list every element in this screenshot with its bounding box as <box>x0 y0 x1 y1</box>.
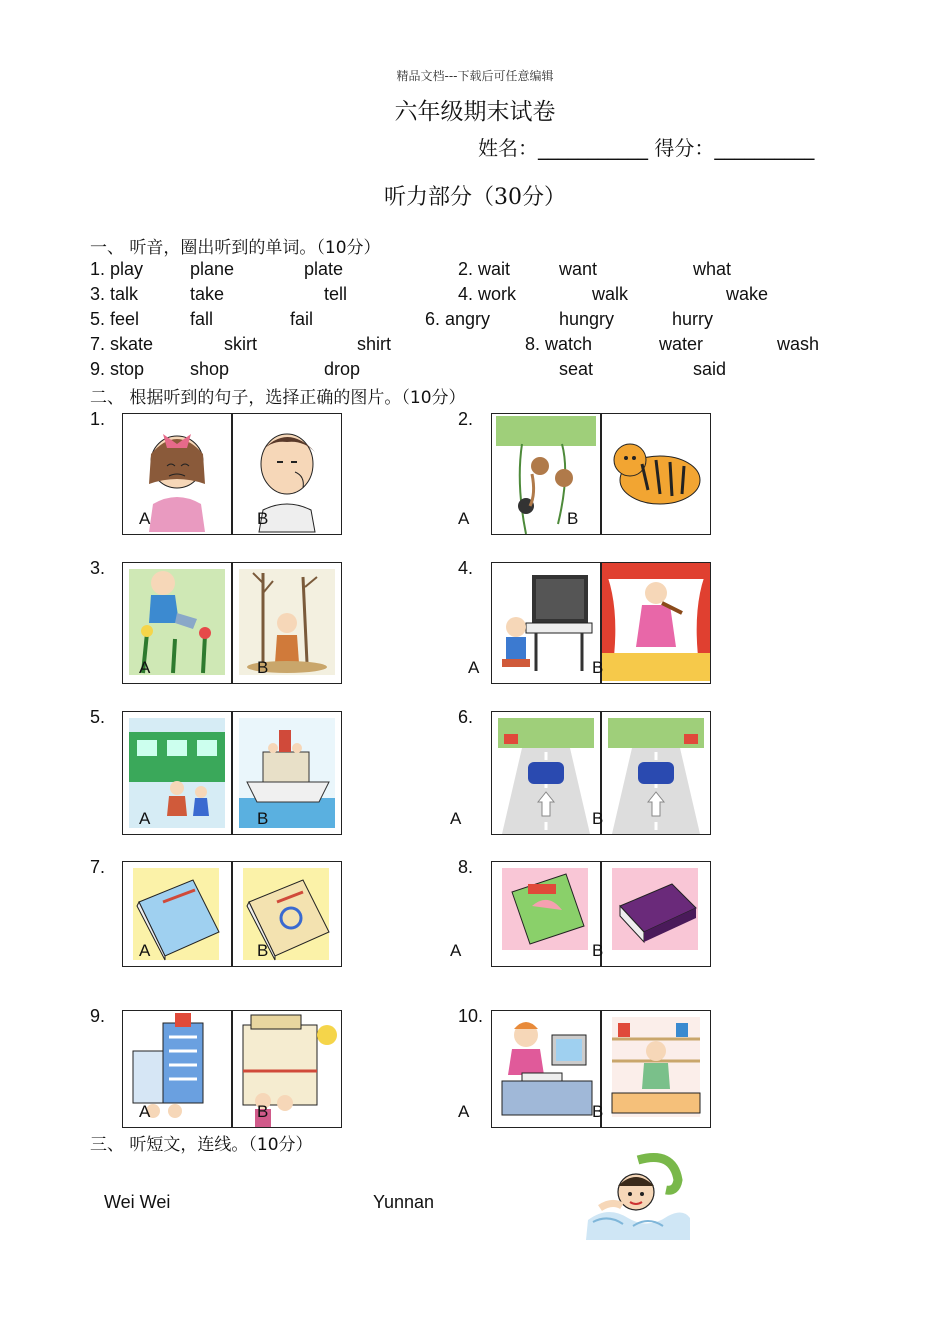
option-b-label[interactable]: B <box>592 809 604 828</box>
word-option[interactable]: plate <box>304 259 344 279</box>
word-option[interactable]: hurry <box>672 309 714 329</box>
word-option[interactable]: 4. work <box>458 284 517 304</box>
option-a-label[interactable]: A <box>458 509 470 528</box>
word-option[interactable]: take <box>190 284 225 304</box>
word-option[interactable]: skirt <box>224 334 257 354</box>
place-yunnan: Yunnan <box>373 1192 435 1212</box>
option-b-label[interactable]: B <box>592 941 604 960</box>
word-option[interactable]: walk <box>592 284 629 304</box>
word-option[interactable]: seat <box>559 359 594 379</box>
playing-violin-image[interactable] <box>601 562 711 684</box>
word-option[interactable]: hungry <box>559 309 615 329</box>
question-number: 1. <box>90 409 106 429</box>
part2-heading: 二、 根据听到的句子，选择正确的图片。（10分） <box>90 388 466 408</box>
name-score-line: 姓名：___________ 得分：__________ <box>478 136 815 160</box>
option-b-label[interactable]: B <box>257 1102 269 1121</box>
option-a-label[interactable]: A <box>450 941 462 960</box>
word-option[interactable]: tell <box>324 284 348 304</box>
ship-image[interactable] <box>232 711 342 835</box>
word-option[interactable]: shirt <box>357 334 392 354</box>
word-option[interactable]: wake <box>726 284 769 304</box>
option-b-label[interactable]: B <box>592 658 604 677</box>
word-option[interactable]: 1. play <box>90 259 144 279</box>
name-wei-wei: Wei Wei <box>104 1192 171 1212</box>
option-a-label[interactable]: A <box>139 509 151 528</box>
question-number: 4. <box>458 558 474 578</box>
word-option[interactable]: 3. talk <box>90 284 139 304</box>
word-option[interactable]: drop <box>324 359 361 379</box>
playing-piano-image[interactable] <box>491 562 604 684</box>
dictionary-image[interactable] <box>601 861 711 967</box>
question-number: 2. <box>458 409 474 429</box>
word-option[interactable]: want <box>559 259 598 279</box>
part3-heading: 三、 听短文，连线。（10分） <box>90 1135 313 1155</box>
option-b-label[interactable]: B <box>257 509 269 528</box>
word-option[interactable]: 9. stop <box>90 359 145 379</box>
question-number: 6. <box>458 707 474 727</box>
word-option[interactable]: what <box>693 259 732 279</box>
word-option[interactable]: plane <box>190 259 235 279</box>
monkeys-tree-image[interactable] <box>491 413 601 535</box>
word-option[interactable]: 5. feel <box>90 309 140 329</box>
option-a-label[interactable]: A <box>139 809 151 828</box>
math-book-image[interactable] <box>232 861 342 967</box>
option-a-label[interactable]: A <box>139 941 151 960</box>
option-b-label[interactable]: B <box>567 509 579 528</box>
word-option[interactable]: 2. wait <box>458 259 511 279</box>
word-option[interactable]: shop <box>190 359 230 379</box>
question-number: 5. <box>90 707 106 727</box>
toothache-boy-image[interactable] <box>232 413 342 535</box>
option-a-label[interactable]: A <box>458 1102 470 1121</box>
question-number: 8. <box>458 857 474 877</box>
option-b-label[interactable]: B <box>592 1102 604 1121</box>
page-title: 六年级期末试卷 <box>394 99 556 125</box>
option-b-label[interactable]: B <box>257 809 269 828</box>
option-b-label[interactable]: B <box>257 658 269 677</box>
word-option[interactable]: fail <box>290 309 314 329</box>
option-a-label[interactable]: A <box>450 809 462 828</box>
word-option[interactable]: fall <box>190 309 214 329</box>
cinema-image[interactable] <box>232 1010 342 1128</box>
header-note: 精品文档---下载后可任意编辑 <box>396 69 554 83</box>
word-option[interactable]: said <box>693 359 727 379</box>
planting-trees-image[interactable] <box>232 562 342 684</box>
question-number: 3. <box>90 558 106 578</box>
shop-keeper-image[interactable] <box>601 1010 711 1128</box>
word-option[interactable]: 6. angry <box>425 309 491 329</box>
option-b-label[interactable]: B <box>257 941 269 960</box>
swimming-boy-image <box>578 1150 693 1242</box>
option-a-label[interactable]: A <box>139 1102 151 1121</box>
word-option[interactable]: 7. skate <box>90 334 154 354</box>
question-number: 10. <box>458 1006 484 1026</box>
question-number: 9. <box>90 1006 106 1026</box>
picture-book-image[interactable] <box>491 861 604 967</box>
question-number: 7. <box>90 857 106 877</box>
word-option[interactable]: water <box>659 334 704 354</box>
part1-heading: 一、 听音，圈出听到的单词。（10分） <box>90 238 381 258</box>
option-a-label[interactable]: A <box>139 658 151 677</box>
car-road-left-image[interactable] <box>491 711 604 835</box>
office-computer-image[interactable] <box>491 1010 604 1128</box>
option-a-label[interactable]: A <box>468 658 480 677</box>
word-option[interactable]: wash <box>777 334 820 354</box>
section-title: 听力部分（30分） <box>384 185 566 210</box>
car-road-right-image[interactable] <box>601 711 711 835</box>
tiger-image[interactable] <box>601 413 711 535</box>
word-option[interactable]: 8. watch <box>525 334 593 354</box>
